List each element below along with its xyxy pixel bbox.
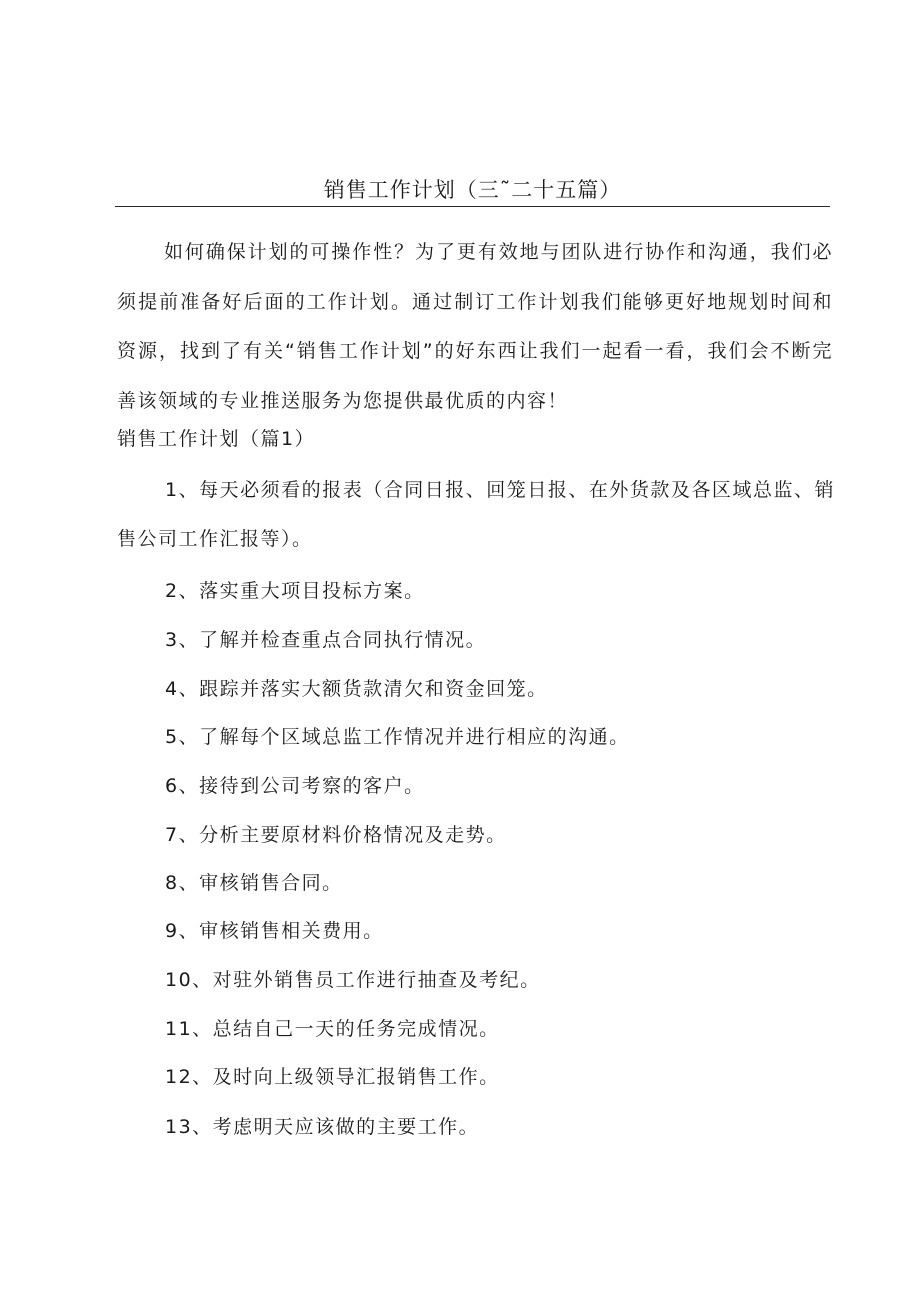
- list-item-13: 13、考虑明天应该做的主要工作。: [165, 1116, 480, 1138]
- list-item-11: 11、总结自己一天的任务完成情况。: [165, 1018, 500, 1040]
- list-item-6: 6、接待到公司考察的客户。: [165, 775, 425, 797]
- list-item-3: 3、了解并检查重点合同执行情况。: [165, 629, 487, 651]
- list-item-4: 4、跟踪并落实大额货款清欠和资金回笼。: [165, 678, 548, 700]
- list-item-5: 5、了解每个区域总监工作情况并进行相应的沟通。: [165, 726, 630, 748]
- list-item-9: 9、审核销售相关费用。: [165, 920, 384, 942]
- section-heading: 销售工作计划（篇1）: [117, 428, 316, 450]
- list-item-10: 10、对驻外销售员工作进行抽查及考纪。: [165, 969, 541, 991]
- intro-paragraph: 如何确保计划的可操作性？为了更有效地与团队进行协作和沟通，我们必须提前准备好后面的工作计划。通过制订工作计划我们能够更好地规划时间和资源，找到了有关“销售工作计划”的好东西让我们一起看一看，我们会不断完善该领域的专业推送服务为您提供最优质的内容！: [117, 241, 833, 412]
- list-item-12: 12、及时向上级领导汇报销售工作。: [165, 1066, 500, 1088]
- list-item-7: 7、分析主要原材料价格情况及走势。: [165, 824, 507, 846]
- document-title: 销售工作计划（三˜二十五篇）: [323, 178, 622, 202]
- title-underline: [115, 206, 830, 207]
- list-item-2: 2、落实重大项目投标方案。: [165, 580, 425, 602]
- list-item-8: 8、审核销售合同。: [165, 872, 343, 894]
- list-item-1: 1、每天必须看的报表（合同日报、回笼日报、在外货款及各区域总监、销售公司工作汇报等）。: [117, 479, 835, 550]
